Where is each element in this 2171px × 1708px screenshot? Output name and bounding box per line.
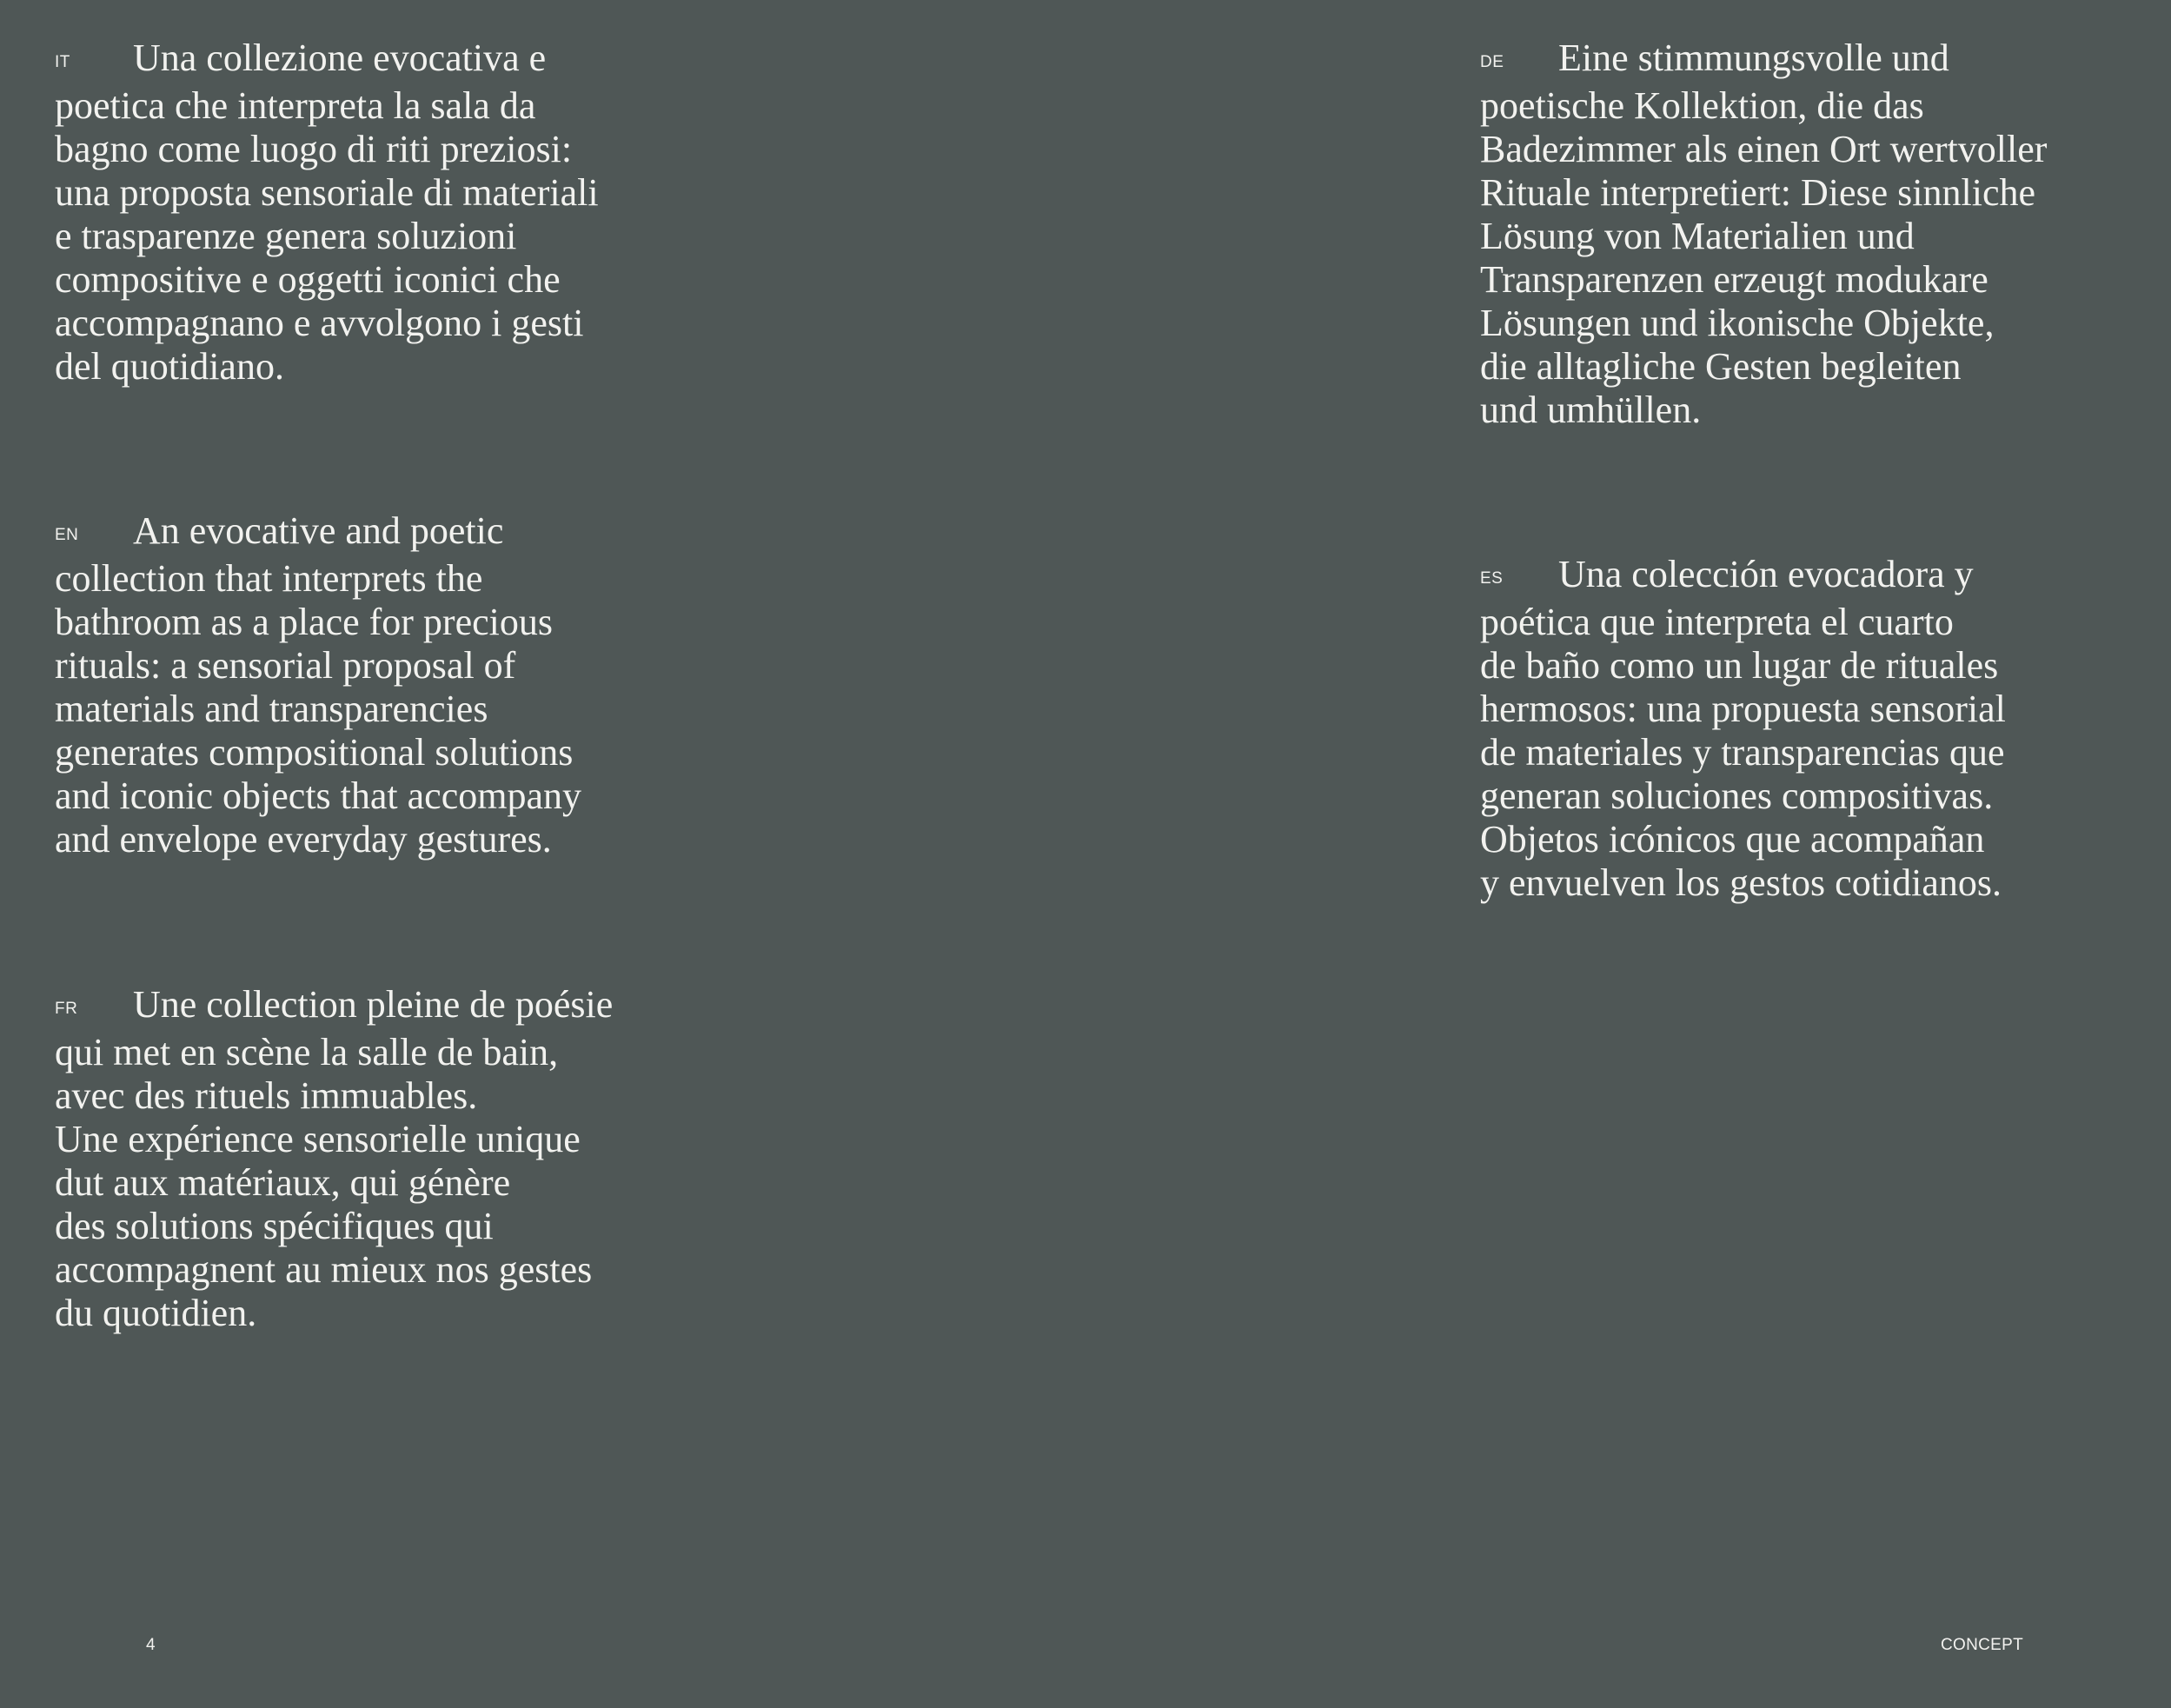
text-line-content: Una collezione evocativa e bbox=[133, 37, 547, 79]
text-line: poetica che interpreta la sala da bbox=[55, 84, 536, 127]
text-line: du quotidien. bbox=[55, 1292, 257, 1334]
text-line-content: Une collection pleine de poésie bbox=[133, 983, 614, 1026]
text-line bbox=[1480, 37, 2141, 84]
text-line: accompagnent au mieux nos gestes bbox=[55, 1248, 593, 1291]
text-block-french bbox=[55, 983, 715, 1335]
text-line: generates compositional solutions bbox=[55, 731, 574, 774]
text-line-content: An evocative and poetic bbox=[133, 509, 504, 552]
text-line: Objetos icónicos que acompañan bbox=[1480, 818, 1985, 861]
text-line: de materiales y transparencias que bbox=[1480, 731, 2005, 774]
text-line: and iconic objects that accompany bbox=[55, 774, 581, 817]
text-line: Rituale interpretiert: Diese sinnliche bbox=[1480, 171, 2036, 214]
section-title: CONCEPT bbox=[1941, 1636, 2023, 1654]
text-line: poética que interpreta el cuarto bbox=[1480, 601, 1954, 643]
text-line: Lösungen und ikonische Objekte, bbox=[1480, 302, 1995, 344]
text-line: Une expérience sensorielle unique bbox=[55, 1118, 581, 1160]
language-label-fr: FR bbox=[55, 1000, 78, 1018]
text-line: y envuelven los gestos cotidianos. bbox=[1480, 861, 2002, 904]
text-line: materials and transparencies bbox=[55, 688, 488, 730]
text-line: und umhüllen. bbox=[1480, 389, 1702, 431]
text-block-spanish bbox=[1480, 553, 2141, 905]
text-line: una proposta sensoriale di materiali bbox=[55, 171, 599, 214]
text-line: hermosos: una propuesta sensorial bbox=[1480, 688, 2006, 730]
text-block-german bbox=[1480, 37, 2141, 432]
text-line: Lösung von Materialien und bbox=[1480, 215, 1915, 257]
text-block-italian bbox=[55, 37, 715, 389]
text-line bbox=[55, 37, 715, 84]
language-label-en: EN bbox=[55, 526, 79, 544]
text-line bbox=[55, 983, 715, 1031]
text-line-content: Una colección evocadora y bbox=[1558, 553, 1974, 595]
text-line: Transparenzen erzeugt modukare bbox=[1480, 258, 1988, 301]
text-line-content: Eine stimmungsvolle und bbox=[1558, 37, 1949, 79]
text-line: compositive e oggetti iconici che bbox=[55, 258, 561, 301]
language-label-it: IT bbox=[55, 53, 70, 71]
text-line: dut aux matériaux, qui génère bbox=[55, 1161, 511, 1204]
language-label-es: ES bbox=[1480, 569, 1504, 588]
text-line: avec des rituels immuables. bbox=[55, 1074, 478, 1117]
text-line: bathroom as a place for precious bbox=[55, 601, 553, 643]
text-line: des solutions spécifiques qui bbox=[55, 1205, 494, 1247]
text-line: de baño como un lugar de rituales bbox=[1480, 644, 1999, 687]
text-block-english bbox=[55, 509, 715, 861]
text-line bbox=[1480, 553, 2141, 601]
text-line: del quotidiano. bbox=[55, 345, 284, 388]
text-line: accompagnano e avvolgono i gesti bbox=[55, 302, 584, 344]
text-line: collection that interprets the bbox=[55, 557, 483, 600]
page-number: 4 bbox=[146, 1636, 156, 1654]
text-line: e trasparenze genera soluzioni bbox=[55, 215, 517, 257]
text-line: generan soluciones compositivas. bbox=[1480, 774, 1994, 817]
text-line: rituals: a sensorial proposal of bbox=[55, 644, 516, 687]
text-line: bagno come luogo di riti preziosi: bbox=[55, 128, 573, 170]
language-label-de: DE bbox=[1480, 53, 1504, 71]
text-line bbox=[55, 509, 715, 557]
text-line: poetische Kollektion, die das bbox=[1480, 84, 1924, 127]
text-line: Badezimmer als einen Ort wertvoller bbox=[1480, 128, 2048, 170]
text-line: qui met en scène la salle de bain, bbox=[55, 1031, 559, 1073]
text-line: and envelope everyday gestures. bbox=[55, 818, 552, 861]
text-line: die alltagliche Gesten begleiten bbox=[1480, 345, 1962, 388]
